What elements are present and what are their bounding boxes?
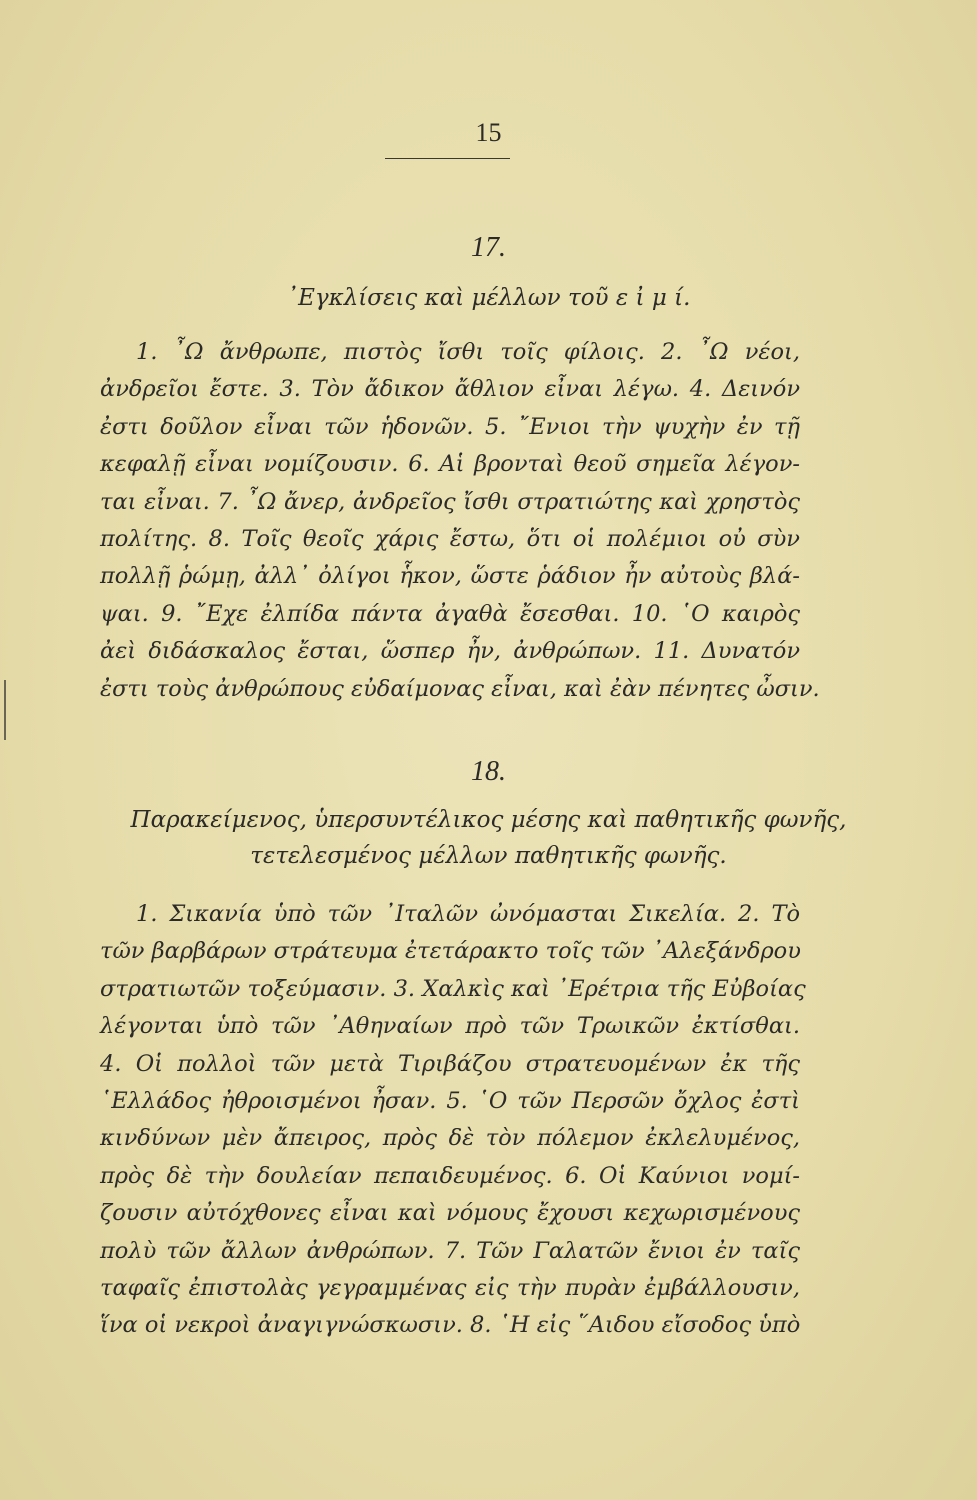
text-line: ταφαῖς ἐπιστολὰς γεγραμμένας εἰς τὴν πυρὰν ἐμβάλλουσιν, <box>100 1274 800 1301</box>
text-line: 1. Σικανία ὑπὸ τῶν ᾿Ιταλῶν ὠνόμασται Σικελία. 2. Τὸ <box>136 901 800 927</box>
text-line: ἐστι τοὺς ἀνθρώπους εὐδαίμονας εἶναι, καὶ ἐὰν πένητες ὦσιν. <box>100 675 820 702</box>
binding-mark <box>4 680 6 740</box>
section-title-line: τετελεσμένος μέλλων παθητικῆς φωνῆς. <box>250 843 727 869</box>
text-line: ἐστι δοῦλον εἶναι τῶν ἡδονῶν. 5. ῎Ενιοι τὴν ψυχὴν ἐν τῇ <box>100 413 800 440</box>
text-line: πολλῇ ῥώμῃ, ἀλλ᾿ ὀλίγοι ἧκον, ὥστε ῥάδιον ἦν αὐτοὺς βλά- <box>100 563 800 590</box>
text-line: ῾Ελλάδος ἠθροισμένοι ἦσαν. 5. ῾Ο τῶν Περσῶν ὄχλος ἐστὶ <box>100 1087 800 1114</box>
text-line: ἀεὶ διδάσκαλος ἔσται, ὥσπερ ἦν, ἀνθρώπων. 11. Δυνατόν <box>100 638 800 665</box>
section-18-body <box>100 896 806 1345</box>
text-line: στρατιωτῶν τοξεύμασιν. 3. Χαλκὶς καὶ ᾿Ερέτρια τῆς Εὐβοίας <box>100 975 806 1002</box>
text-line: πολίτης. 8. Τοῖς θεοῖς χάρις ἔστω, ὅτι οἱ πολέμιοι οὐ σὺν <box>100 525 800 552</box>
text-line: 4. Οἱ πολλοὶ τῶν μετὰ Τιριβάζου στρατευομένων ἐκ τῆς <box>100 1050 800 1077</box>
page-number-rule <box>385 158 510 159</box>
text-line: κεφαλῇ εἶναι νομίζουσιν. 6. Αἱ βρονταὶ θεοῦ σημεῖα λέγον- <box>100 451 800 478</box>
section-title-line: ᾿Εγκλίσεις καὶ μέλλων τοῦ ε ἰ μ ί. <box>286 285 691 311</box>
text-line: πολὺ τῶν ἄλλων ἀνθρώπων. 7. Τῶν Γαλατῶν ἔνιοι ἐν ταῖς <box>100 1237 800 1264</box>
text-line: τῶν βαρβάρων στράτευμα ἐτετάρακτο τοῖς τῶν ᾿Αλεξάνδρου <box>100 938 801 965</box>
text-line: ψαι. 9. ῎Εχε ἐλπίδα πάντα ἀγαθὰ ἔσεσθαι. 10. ῾Ο καιρὸς <box>100 600 800 627</box>
section-17-title <box>100 280 877 316</box>
text-line: λέγονται ὑπὸ τῶν ᾿Αθηναίων πρὸ τῶν Τρωικῶν ἐκτίσθαι. <box>100 1013 800 1040</box>
section-title-line: Παρακείμενος, ὑπερσυντέλικος μέσης καὶ παθητικῆς φωνῆς, <box>130 807 847 833</box>
section-18-title <box>100 802 877 874</box>
text-line: πρὸς δὲ τὴν δουλείαν πεπαιδευμένος. 6. Οἱ Καύνιοι νομί- <box>100 1162 800 1189</box>
text-line: ζουσιν αὐτόχθονες εἶναι καὶ νόμους ἔχουσι κεχωρισμένους <box>100 1200 800 1227</box>
page-number: 15 <box>475 118 502 147</box>
text-line: κινδύνων μὲν ἄπειρος, πρὸς δὲ τὸν πόλεμον ἐκλελυμένος, <box>100 1125 800 1152</box>
section-17-body <box>100 334 820 708</box>
text-line: ἀνδρεῖοι ἔστε. 3. Τὸν ἄδικον ἄθλιον εἶναι λέγω. 4. Δεινόν <box>100 376 800 403</box>
text-line: ἵνα οἱ νεκροὶ ἀναγιγνώσκωσιν. 8. ῾Η εἰς ῞Αιδου εἴσοδος ὑπὸ <box>100 1312 801 1339</box>
section-18-number: 18. <box>471 756 506 787</box>
text-line: 1. ῏Ω ἄνθρωπε, πιστὸς ἴσθι τοῖς φίλοις. 2. ῏Ω νέοι, <box>136 339 800 365</box>
section-17-number: 17. <box>471 232 506 263</box>
text-line: ται εἶναι. 7. ῏Ω ἄνερ, ἀνδρεῖος ἴσθι στρατιώτης καὶ χρηστὸς <box>100 488 800 515</box>
